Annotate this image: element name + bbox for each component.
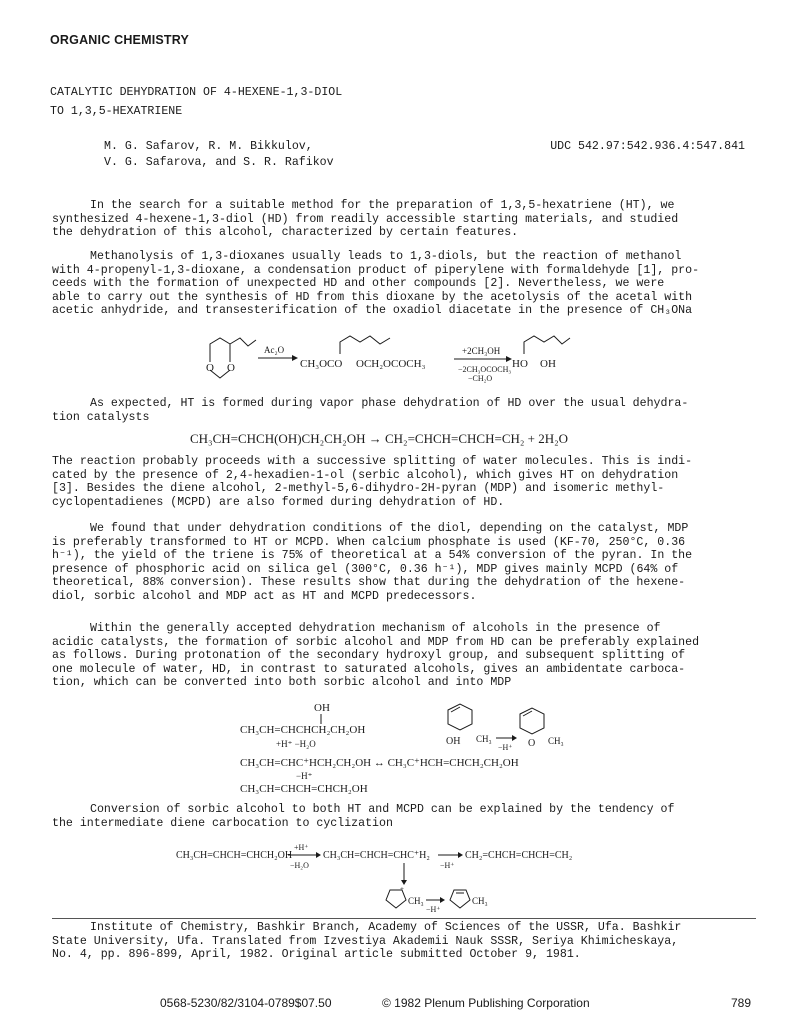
diacetate-left-group: CH₃OCO bbox=[300, 358, 343, 370]
paragraph-methanolysis bbox=[52, 250, 754, 318]
article-code: 0568-5230/82/3104-0789$07.50 bbox=[160, 996, 332, 1010]
scheme3-protonation: +H⁺ bbox=[294, 843, 309, 852]
arrow-head bbox=[292, 355, 298, 361]
mdp-ring bbox=[520, 708, 544, 734]
scheme2-sorbic-alcohol: CH₃CH=CHCH=CHCH₂OH bbox=[240, 783, 368, 795]
footer-affiliation bbox=[52, 921, 756, 962]
scheme-cyclization bbox=[176, 842, 636, 916]
arrow-head bbox=[316, 852, 321, 858]
byproduct-formaldehyde: −CH₂O bbox=[468, 374, 493, 383]
scheme3-hexatriene: CH₂=CHCH=CHCH=CH₂ bbox=[465, 850, 573, 861]
reagent-acetic-anhydride: Ac₂O bbox=[264, 345, 285, 355]
text-line: tion catalysts bbox=[52, 410, 150, 424]
paragraph-cyclization bbox=[52, 803, 754, 830]
arrow-head bbox=[440, 897, 445, 903]
text-line: cated by the presence of 2,4-hexadien-1-ol (serbic alcohol), which gives HT on dehydration bbox=[52, 468, 679, 482]
ring-oxygen-2: O bbox=[227, 362, 235, 374]
diacetate-skeleton bbox=[340, 336, 390, 354]
text-line: tion, which can be converted into both sorbic alcohol and into MDP bbox=[52, 676, 512, 690]
ring-charge: + bbox=[400, 885, 404, 893]
authors-line-1: M. G. Safarov, R. M. Bikkulov, bbox=[104, 140, 313, 153]
article-title bbox=[50, 86, 470, 118]
byproduct-methyl-acetate: −2CH₃OCOCH₃ bbox=[458, 365, 512, 374]
text-line: Methanolysis of 1,3-dioxanes usually leads to 1,3-diols, but the reaction of methanol bbox=[90, 250, 682, 263]
text-line: able to carry out the synthesis of HD from this dioxane by the acetolysis of the acetal with bbox=[52, 290, 693, 304]
section-heading: ORGANIC CHEMISTRY bbox=[50, 33, 190, 47]
scheme2-hexenediol: CH₃CH=CHCHCH₂CH₂OH bbox=[240, 724, 366, 736]
scheme2-carbocations: CH₃CH=CHC⁺HCH₂CH₂OH ↔ CH₃C⁺HCH=CHCH₂CH₂OH bbox=[240, 757, 519, 769]
title-line-1: CATALYTIC DEHYDRATION OF 4-HEXENE-1,3-DIOL bbox=[50, 86, 343, 99]
text-line: As expected, HT is formed during vapor phase dehydration of HD over the usual dehydra- bbox=[90, 397, 689, 410]
text-line: acetic anhydride, and transesterification of the oxadiol diacetate in the presence of CH₃ONa bbox=[52, 304, 693, 318]
ring-methyl: CH₃ bbox=[476, 734, 492, 744]
reaction-arrow: → bbox=[368, 431, 385, 446]
text-line: h⁻¹), the yield of the triene is 75% of theoretical at a 54% conversion of the pyran. In the bbox=[52, 549, 693, 563]
page-number: 789 bbox=[731, 996, 752, 1010]
ring-intermediate bbox=[448, 704, 472, 730]
text-line: acidic catalysts, the formation of sorbic alcohol and MDP from HD can be preferably explained bbox=[52, 635, 700, 649]
text-line: Within the generally accepted dehydration mechanism of alcohols in the presence of bbox=[90, 622, 661, 635]
text-line: The reaction probably proceeds with a successive splitting of water molecules. This is indi- bbox=[52, 455, 693, 468]
scheme3-ring2-methyl: CH₃ bbox=[472, 896, 488, 906]
paragraph-expected bbox=[52, 397, 754, 424]
mdp-methyl: CH₃ bbox=[548, 736, 564, 746]
text-line: presence of phosphoric acid on silica gel (300°C, 0.36 h⁻¹), MDP gives mainly MCPD (64% of bbox=[52, 562, 679, 576]
ring-oxygen-1: O bbox=[206, 362, 214, 374]
scheme-dioxane-acetolysis bbox=[200, 330, 640, 392]
footer-line: State University, Ufa. Translated from Izvestiya Akademii Nauk SSSR, Seriya Khimicheskaya, bbox=[52, 934, 679, 948]
scheme3-sorbic-alcohol: CH₃CH=CHCH=CHCH₂OH bbox=[176, 850, 293, 861]
text-line: ceeds with the formation of unexpected HD and other compounds [2]. Nevertheless, we were bbox=[52, 277, 665, 291]
ring-hydroxyl: OH bbox=[446, 736, 461, 747]
equation-dehydration bbox=[190, 431, 568, 447]
scheme2-protonation: +H⁺ −H₂O bbox=[276, 739, 316, 749]
scheme3-deprotonation: −H⁺ bbox=[440, 861, 455, 870]
scheme3-ring1-methyl: CH₃ bbox=[408, 896, 424, 906]
title-line-2: TO 1,3,5-HEXATRIENE bbox=[50, 104, 183, 118]
paragraph-mechanism bbox=[52, 455, 754, 509]
authors-line-2: V. G. Safarova, and S. R. Rafikov bbox=[104, 155, 334, 169]
text-line: diol, sorbic alcohol and MDP act as HT and MCPD predecessors. bbox=[52, 589, 477, 603]
text-line: with 4-propenyl-1,3-dioxane, a condensation product of piperylene with formaldehyde [1], pro- bbox=[52, 263, 700, 277]
arrow-head bbox=[458, 852, 463, 858]
methylcyclopentadiene-ring bbox=[450, 890, 470, 908]
text-line: theoretical, 88% conversion). These results show that during the dehydration of the hexene- bbox=[52, 576, 686, 590]
footer-line: No. 4, pp. 896-899, April, 1982. Original article submitted October 9, 1981. bbox=[52, 948, 581, 962]
scheme-ambidentate-carbocation bbox=[230, 700, 590, 796]
paragraph-intro bbox=[52, 199, 754, 240]
equation-reactant: CH₃CH=CHCH(OH)CH₂CH₂OH bbox=[190, 431, 366, 446]
text-line: We found that under dehydration conditions of the diol, depending on the catalyst, MDP bbox=[90, 522, 689, 535]
hexenediol-skeleton bbox=[524, 336, 570, 354]
scheme2-deprotonation: −H⁺ bbox=[296, 771, 313, 781]
udc-code: UDC 542.97:542.936.4:547.841 bbox=[550, 140, 745, 153]
scheme3-diene-cation: CH₃CH=CHCH=CHC⁺H₂ bbox=[323, 850, 430, 861]
text-line: one molecule of water, HD, in contrast to saturated alcohols, gives an ambidentate carboca- bbox=[52, 662, 686, 676]
footer-divider bbox=[52, 918, 756, 919]
text-line: is preferably transformed to HT or MCPD. When calcium phosphate is used (KF-70, 250°C, 0.36 bbox=[52, 535, 686, 549]
paragraph-carbocation bbox=[52, 622, 754, 690]
author-list bbox=[104, 140, 434, 169]
text-line: cyclopentadienes (MCPD) are also formed during dehydration of HD. bbox=[52, 495, 505, 509]
equation-product: CH₂=CHCH=CHCH=CH₂ + 2H₂O bbox=[385, 431, 569, 446]
text-line: Conversion of sorbic alcohol to both HT and MCPD can be explained by the tendency of bbox=[90, 803, 675, 816]
copyright: © 1982 Plenum Publishing Corporation bbox=[382, 996, 590, 1010]
text-line: as follows. During protonation of the secondary hydroxyl group, and subsequent splitting of bbox=[52, 649, 686, 663]
paragraph-catalysts bbox=[52, 522, 754, 604]
reagent-methanol: +2CH₃OH bbox=[462, 346, 501, 356]
scheme3-water-loss: −H₂O bbox=[290, 861, 309, 870]
footer-line: Institute of Chemistry, Bashkir Branch, Academy of Sciences of the USSR, Ufa. Bashkir bbox=[90, 921, 682, 934]
text-line: the dehydration of this alcohol, characterized by certain features. bbox=[52, 226, 519, 240]
diacetate-right-group: OCH₂OCOCH₃ bbox=[356, 358, 426, 370]
text-line: In the search for a suitable method for the preparation of 1,3,5-hexatriene (HT), we bbox=[90, 199, 675, 212]
scheme2-arrow-label: −H⁺ bbox=[498, 743, 513, 752]
hydroxyl-left: HO bbox=[512, 358, 528, 370]
mdp-oxygen: O bbox=[528, 738, 536, 749]
scheme3-ring-arrow-label: −H⁺ bbox=[426, 905, 441, 914]
scheme2-hydroxyl: OH bbox=[314, 702, 330, 714]
text-line: [3]. Besides the diene alcohol, 2-methyl-5,6-dihydro-2H-pyran (MDP) and isomeric methyl- bbox=[52, 482, 665, 496]
text-line: synthesized 4-hexene-1,3-diol (HD) from readily accessible starting materials, and studied bbox=[52, 212, 679, 226]
text-line: the intermediate diene carbocation to cyclization bbox=[52, 816, 393, 830]
arrow-head bbox=[512, 735, 517, 741]
hydroxyl-right: OH bbox=[540, 358, 556, 370]
